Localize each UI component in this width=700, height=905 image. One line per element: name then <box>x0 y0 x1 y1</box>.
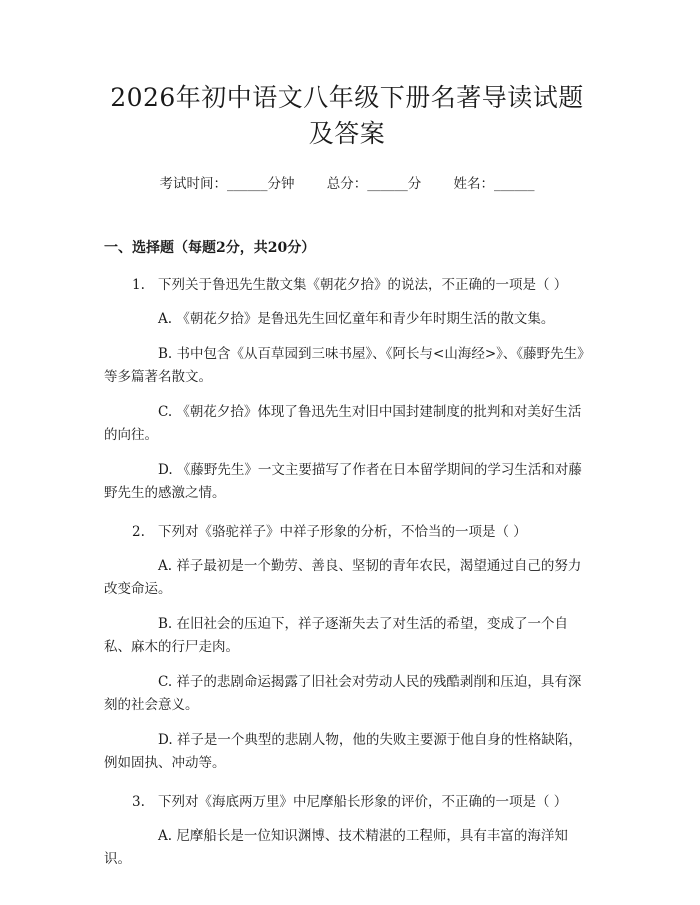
question-text: 下列对《海底两万里》中尼摩船长形象的评价，不正确的一项是（ ） <box>158 794 568 810</box>
question-3-option-a: A. 尼摩船长是一位知识渊博、技术精湛的工程师，具有丰富的海洋知识。 <box>104 828 568 867</box>
section-heading: 一、选择题（每题2分，共20分） <box>104 240 316 256</box>
question-2 <box>104 521 590 543</box>
question-1-option-b: B. 书中包含《从百草园到三味书屋》、《阿长与<山海经>》、《藤野先生》等多篇著名散文。 <box>104 346 584 385</box>
total-score-field: 总分：______分 <box>326 176 422 192</box>
question-3 <box>104 791 590 813</box>
question-2-option-a: A. 祥子最初是一个勤劳、善良、坚韧的青年农民，渴望通过自己的努力改变命运。 <box>104 558 582 597</box>
student-name-field: 姓名：______ <box>453 176 535 192</box>
exam-time-field: 考试时间：______分钟 <box>159 176 295 192</box>
exam-info <box>104 174 590 194</box>
question-number: 2. <box>132 524 145 540</box>
question-2-option-c: C. 祥子的悲剧命运揭露了旧社会对劳动人民的残酷剥削和压迫，具有深刻的社会意义。 <box>104 674 582 713</box>
question-text: 下列对《骆驼祥子》中祥子形象的分析，不恰当的一项是（ ） <box>158 524 527 540</box>
question-text: 下列关于鲁迅先生散文集《朝花夕拾》的说法，不正确的一项是（ ） <box>158 277 568 293</box>
question-number: 1. <box>132 277 145 293</box>
question-2-option-d: D. 祥子是一个典型的悲剧人物，他的失败主要源于他自身的性格缺陷，例如固执、冲动等。 <box>104 732 582 771</box>
page-title: 2026年初中语文八年级下册名著导读试题及答案 <box>110 83 584 148</box>
question-1-option-a: A. 《朝花夕拾》是鲁迅先生回忆童年和青少年时期生活的散文集。 <box>158 311 555 327</box>
question-1-option-c: C. 《朝花夕拾》体现了鲁迅先生对旧中国封建制度的批判和对美好生活的向往。 <box>104 404 582 443</box>
question-number: 3. <box>132 794 145 810</box>
question-1 <box>104 274 590 296</box>
question-1-option-d: D. 《藤野先生》一文主要描写了作者在日本留学期间的学习生活和对藤野先生的感激之情。 <box>104 462 582 501</box>
question-2-option-b: B. 在旧社会的压迫下，祥子逐渐失去了对生活的希望，变成了一个自私、麻木的行尸走肉。 <box>104 616 569 655</box>
